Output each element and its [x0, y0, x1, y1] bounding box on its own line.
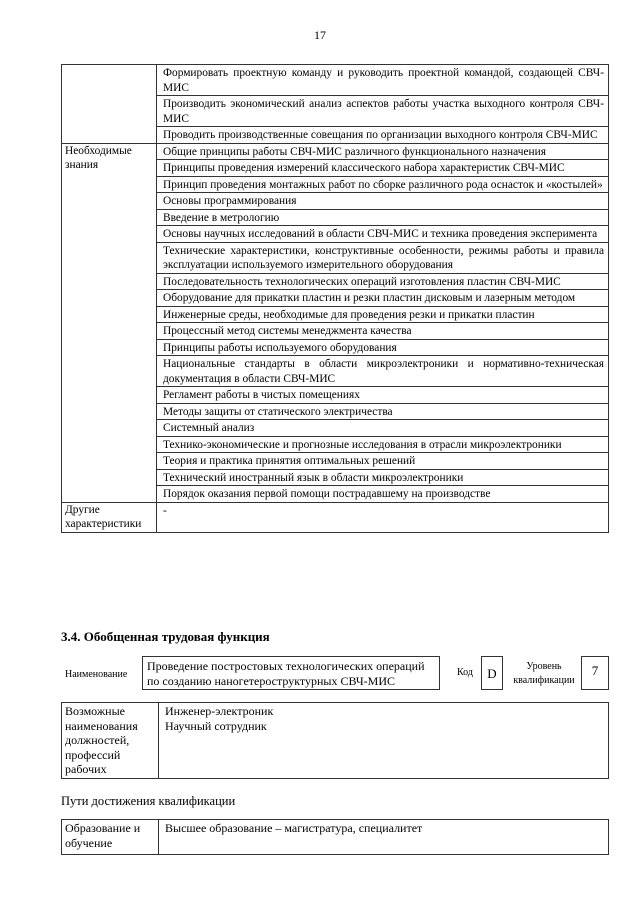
table-cell: Последовательность технологических операций изготовления пластин СВЧ-МИС	[157, 273, 609, 290]
positions-values	[159, 703, 609, 779]
positions-label: Возможные наименования должностей, профессий рабочих	[62, 703, 159, 779]
code-label: Код	[457, 667, 473, 678]
code-value: D	[481, 656, 503, 690]
table-cell: Инженерные среды, необходимые для проведения резки и прикатки пластин	[157, 306, 609, 323]
table-cell: Методы защиты от статического электричества	[157, 403, 609, 420]
table-cell: Основы программирования	[157, 193, 609, 210]
table-cell: Основы научных исследований в области СВЧ-МИС и техника проведения эксперимента	[157, 226, 609, 243]
table-cell: Порядок оказания первой помощи пострадавшему на производстве	[157, 486, 609, 503]
row-group-label: Необходимые знания	[62, 143, 157, 502]
table-cell: Технические характеристики, конструктивные особенности, режимы работы и правила эксплуатации используемого измерительного оборудования	[157, 242, 609, 273]
row-group-label	[62, 65, 157, 144]
table-cell: Проводить производственные совещания по организации выходного контроля СВЧ-МИС	[157, 127, 609, 144]
table-cell: Принципы работы используемого оборудования	[157, 339, 609, 356]
table-row	[62, 143, 609, 160]
qualification-level-label: Уровень квалификации	[513, 661, 575, 686]
table-cell: Национальные стандарты в области микроэлектроники и нормативно-техническая документация в области СВЧ-МИС	[157, 356, 609, 387]
qualification-paths-heading: Пути достижения квалификации	[61, 794, 236, 808]
requirements-table	[61, 64, 609, 533]
table-cell: Процессный метод системы менеджмента качества	[157, 323, 609, 340]
positions-table	[61, 702, 609, 779]
education-value: Высшее образование – магистратура, специалитет	[159, 820, 609, 855]
education-table	[61, 819, 609, 855]
table-cell: Производить экономический анализ аспектов работы участка выходного контроля СВЧ-МИС	[157, 96, 609, 127]
table-cell: Системный анализ	[157, 420, 609, 437]
name-label: Наименование	[65, 669, 128, 680]
position-item: Инженер-электроник	[165, 704, 274, 718]
row-group-label: Другие характеристики	[62, 502, 157, 532]
table-cell: Технический иностранный язык в области микроэлектроники	[157, 469, 609, 486]
table-cell: Общие принципы работы СВЧ-МИС различного функционального назначения	[157, 143, 609, 160]
qualification-level-value: 7	[581, 656, 609, 690]
function-name-block	[61, 656, 609, 692]
table-cell: Принцип проведения монтажных работ по сборке различного рода оснасток и «костылей»	[157, 176, 609, 193]
table-cell: Технико-экономические и прогнозные исследования в отрасли микроэлектроники	[157, 436, 609, 453]
education-label: Образование и обучение	[62, 820, 159, 855]
table-cell: Введение в метрологию	[157, 209, 609, 226]
table-row	[62, 502, 609, 532]
table-cell: Регламент работы в чистых помещениях	[157, 387, 609, 404]
section-heading: 3.4. Обобщенная трудовая функция	[61, 629, 270, 644]
table-cell: Формировать проектную команду и руководить проектной командой, создающей СВЧ-МИС	[157, 65, 609, 96]
table-row	[62, 65, 609, 96]
table-cell: Теория и практика принятия оптимальных решений	[157, 453, 609, 470]
table-cell: Принципы проведения измерений классического набора характеристик СВЧ-МИС	[157, 160, 609, 177]
table-cell: Оборудование для прикатки пластин и резки пластин дисковым и лазерным методом	[157, 290, 609, 307]
position-item: Научный сотрудник	[165, 718, 267, 733]
name-value: Проведение постростовых технологических операций по созданию наногетероструктурных СВЧ-МИС	[142, 656, 440, 690]
page-number: 17	[314, 28, 326, 42]
table-cell: -	[157, 502, 609, 532]
